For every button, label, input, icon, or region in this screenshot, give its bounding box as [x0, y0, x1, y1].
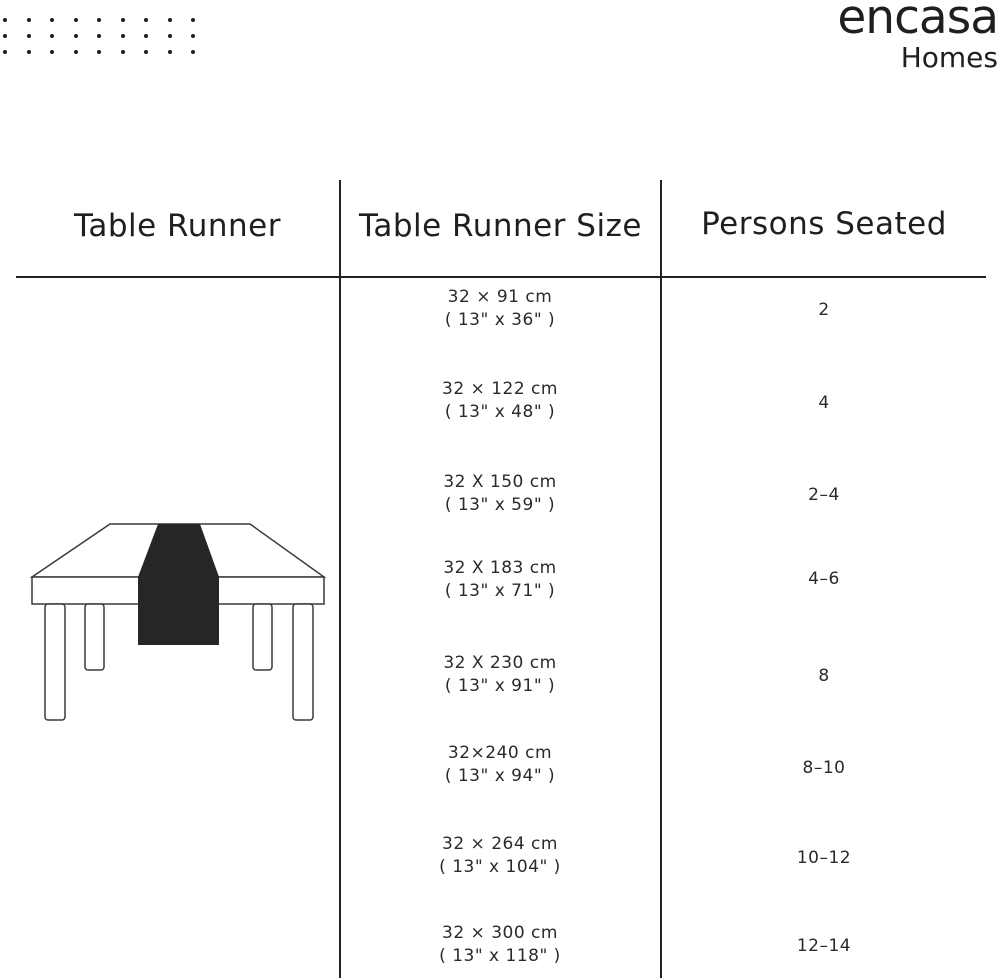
size-inches: ( 13" x 71" ) — [444, 581, 556, 601]
table-with-runner-icon — [28, 520, 328, 725]
dot — [3, 18, 7, 22]
size-cm: 32 × 91 cm — [447, 287, 553, 307]
dot — [50, 34, 54, 38]
dot — [144, 34, 148, 38]
size-cm: 32 × 264 cm — [442, 834, 558, 854]
size-cm: 32 X 230 cm — [443, 653, 557, 673]
dot — [144, 50, 148, 54]
persons-cell: 4 — [818, 393, 830, 413]
size-inches: ( 13" x 118" ) — [439, 946, 561, 966]
dot — [191, 34, 195, 38]
persons-cell: 2 — [818, 300, 830, 320]
size-cell — [340, 742, 660, 788]
dot — [121, 34, 125, 38]
dot — [3, 34, 7, 38]
size-cm: 32×240 cm — [447, 743, 553, 763]
brand-name: encasa — [837, 0, 998, 45]
brand-logo — [837, 0, 998, 74]
dot — [97, 18, 101, 22]
dot — [168, 18, 172, 22]
persons-cell: 2–4 — [808, 485, 840, 505]
size-cell — [340, 471, 660, 517]
dot — [3, 50, 7, 54]
size-cm: 32 X 183 cm — [443, 558, 557, 578]
dot — [27, 50, 31, 54]
dot — [27, 34, 31, 38]
dot — [74, 34, 78, 38]
header-table-runner-size: Table Runner Size — [359, 208, 642, 244]
dot — [121, 18, 125, 22]
header-table-runner: Table Runner — [74, 208, 281, 244]
size-inches: ( 13" x 48" ) — [444, 402, 556, 422]
dot — [97, 50, 101, 54]
dot — [191, 18, 195, 22]
size-cell — [340, 922, 660, 968]
dot — [97, 34, 101, 38]
size-cell — [340, 557, 660, 603]
persons-cell: 10–12 — [796, 848, 852, 868]
dot — [191, 50, 195, 54]
dot — [74, 50, 78, 54]
persons-cell: 4–6 — [808, 569, 840, 589]
size-inches: ( 13" x 91" ) — [444, 676, 556, 696]
brand-sub: Homes — [900, 41, 998, 74]
dot-grid-icon — [0, 16, 205, 58]
size-inches: ( 13" x 36" ) — [444, 310, 556, 330]
dot — [50, 18, 54, 22]
size-inches: ( 13" x 59" ) — [444, 495, 556, 515]
dot — [74, 18, 78, 22]
size-cell — [340, 833, 660, 879]
size-cm: 32 × 300 cm — [442, 923, 558, 943]
dot — [144, 18, 148, 22]
size-cell — [340, 378, 660, 424]
size-inches: ( 13" x 104" ) — [439, 857, 561, 877]
persons-cell: 8 — [818, 666, 830, 686]
persons-cell: 12–14 — [796, 936, 852, 956]
size-inches: ( 13" x 94" ) — [444, 766, 556, 786]
size-cell — [340, 286, 660, 332]
dot — [50, 50, 54, 54]
size-cm: 32 × 122 cm — [442, 379, 558, 399]
header-divider — [16, 276, 986, 278]
header-persons-seated: Persons Seated — [701, 206, 947, 242]
dot — [27, 18, 31, 22]
persons-cell: 8–10 — [802, 758, 846, 778]
dot — [168, 50, 172, 54]
size-cell — [340, 652, 660, 698]
size-cm: 32 X 150 cm — [443, 472, 557, 492]
dot — [168, 34, 172, 38]
dot — [121, 50, 125, 54]
